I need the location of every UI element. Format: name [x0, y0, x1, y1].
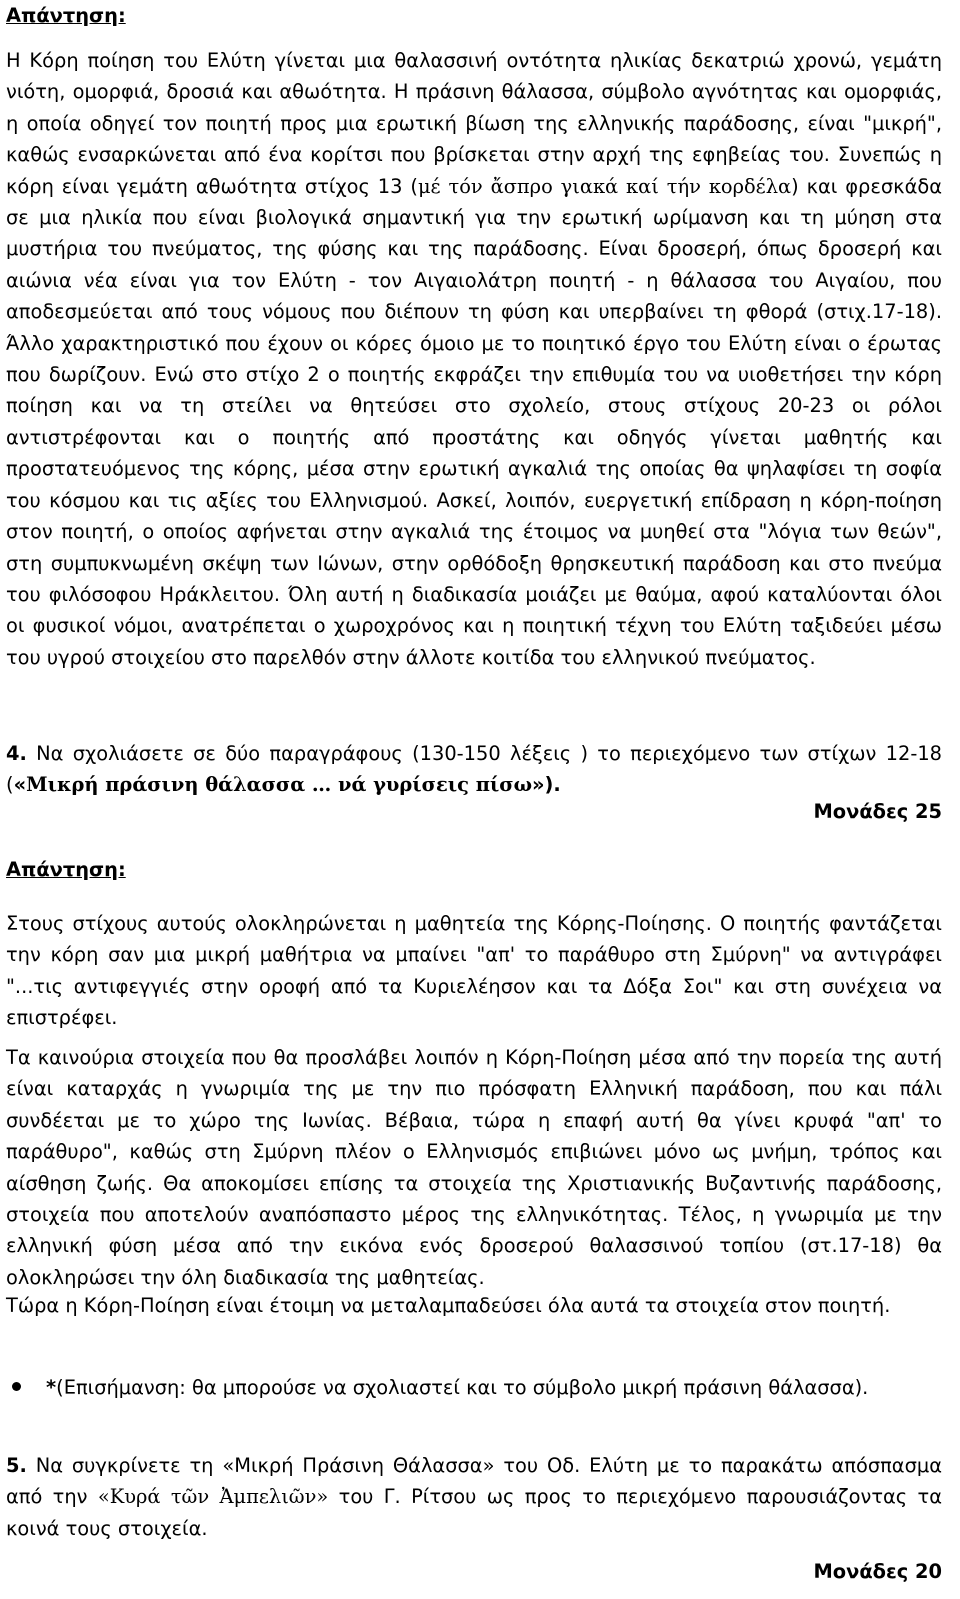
question-text: Να σχολιάσετε σε δύο παραγράφους (130-150 λέξεις ) το περιεχόμενο των στίχων 12-18 (	[6, 742, 942, 797]
answer-paragraph	[6, 45, 942, 673]
question-text: Να συγκρίνετε τη «Μικρή Πράσινη Θάλασσα» του Οδ. Ελύτη με το παρακάτω απόσπασμα από την	[6, 1454, 942, 1509]
answer-paragraph: Τα καινούρια στοιχεία που θα προσλάβει λοιπόν η Κόρη-Ποίηση μέσα από την πορεία της αυτή είναι καταρχάς η γνωριμία της με την πιο πρόσφατη Ελληνική παράδοση, που και πάλι συνδέεται με το χώρο της Ιωνίας. Βέβαια, τώρα η επαφή αυτή θα γίνει κρυφά "απ' το παράθυρο", καθώς στη Σμύρνη πλέον ο Ελληνισμός επιβιώνει μόνο ως μνήμη, τρόπος και αίσθηση ζωής. Θα αποκομίσει επίσης τα στοιχεία της Χριστιανικής Βυζαντινής παράδοσης, στοιχεία που αποτελούν αναπόσπαστο μέρος της ελληνικότητας. Τέλος, η γνωριμία με την ελληνική φύση μέσα από την εικόνα ενός δροσερού θαλασσινού τοπίου (στ.17-18) θα ολοκληρώσει την όλη διαδικασία της μαθητείας.	[6, 1046, 942, 1289]
answer-paragraph: Στους στίχους αυτούς ολοκληρώνεται η μαθητεία της Κόρης-Ποίησης. Ο ποιητής φαντάζεται την κόρη σαν μια μικρή μαθήτρια να μπαίνει "απ' το παράθυρο στη Σμύρνη" να αντιγράφει "...τις αντιφεγγιές στην οροφή από τα Κυριελέησον και τα Δόξα Σοι" και στη συνέχεια να επιστρέφει.	[6, 912, 942, 1030]
quote-open: «	[13, 773, 27, 797]
note-bullet	[6, 1372, 942, 1403]
poem-title: «Κυρά τῶν Ἀμπελιῶν»	[97, 1485, 329, 1509]
poem-quote: μέ τόν ἄσπρο γιακά καί τήν κορδέλα	[417, 174, 792, 198]
points-label: Μονάδες 25	[813, 800, 942, 823]
question-4	[6, 738, 942, 801]
question-5	[6, 1450, 942, 1544]
note-text: (Επισήμανση: θα μπορούσε να σχολιαστεί και το σύμβολο μικρή πράσινη θάλασσα).	[56, 1376, 869, 1399]
answer-paragraph: Τώρα η Κόρη-Ποίηση είναι έτοιμη να μεταλαμπαδεύσει όλα αυτά τα στοιχεία στον ποιητή.	[6, 1294, 891, 1317]
quote-close: »).	[532, 773, 561, 797]
note-star: *	[46, 1376, 57, 1399]
answer-heading: Απάντηση:	[6, 4, 126, 27]
question-text: του Γ. Ρίτσου ως προς το περιεχόμενο παρουσιάζοντας τα κοινά τους στοιχεία.	[6, 1485, 943, 1540]
question-number: 5.	[6, 1454, 27, 1477]
bullet-icon	[12, 1382, 21, 1391]
paragraph-text: Η Κόρη ποίηση του Ελύτη γίνεται μια θαλασσινή οντότητα ηλικίας δεκατριώ χρονώ, γεμάτη νιότη, ομορφιά, δροσιά και αθωότητα. Η πράσινη θάλασσα, σύμβολο αγνότητας και ομορφιάς, η οποία οδηγεί τον ποιητή προς μια ερωτική βίωση της ελληνικής παράδοσης, είναι "μικρή", καθώς ενσαρκώνεται από ένα κορίτσι που βρίσκεται στην αρχή της εφηβείας του. Συνεπώς η κόρη είναι γεμάτη αθωότητα στίχος 13 (	[6, 49, 942, 198]
question-number: 4.	[6, 742, 27, 765]
points-label: Μονάδες 20	[813, 1560, 942, 1583]
poem-quote: Μικρή πράσινη θάλασσα … νά γυρίσεις πίσω	[26, 773, 533, 797]
answer-heading: Απάντηση:	[6, 858, 126, 881]
note-text-wrap	[46, 1372, 942, 1403]
paragraph-text: ) και φρεσκάδα σε μια ηλικία που είναι βιολογικά σημαντική για την ερωτική ωρίμανση και τη μύηση στα μυστήρια του πνεύματος, της φύσης και της παράδοσης. Είναι δροσερή, όπως δροσερή και αιώνια νέα είναι για τον Ελύτη - τον Αιγαιολάτρη ποιητή - η θάλασσα του Αιγαίου, που αποδεσμεύεται από τους νόμους που διέπουν τη φύση και υπερβαίνει τη φθορά (στιχ.17-18). Άλλο χαρακτηριστικό που έχουν οι κόρες όμοιο με το ποιητικό έργο του Ελύτη είναι ο έρωτας που δωρίζουν. Ενώ στο στίχο 2 ο ποιητής εκφράζει την επιθυμία του να υιοθετήσει την κόρη ποίηση και να τη στείλει να θητεύσει στο σχολείο, στους στίχους 20-23 οι ρόλοι αντιστρέφονται και ο ποιητής από προστάτης και οδηγός γίνεται μαθητής και προστατευόμενος της κόρης, μέσα στην ερωτική αγκαλιά της οποίας θα ψηλαφίσει τη σοφία του κόσμου και τις αξίες του Ελληνισμού. Ασκεί, λοιπόν, ευεργετική επίδραση η κόρη-ποίηση στον ποιητή, ο οποίος αφήνεται στην αγκαλιά της έτοιμος να μυηθεί στα "λόγια των θεών", στη συμπυκνωμένη σκέψη των Ιώνων, στην ορθόδοξη θρησκευτική παράδοση και στο πνεύμα του φιλόσοφου Ηράκλειτου. Όλη αυτή η διαδικασία μοιάζει με θαύμα, αφού καταλύονται όλοι οι φυσικοί νόμοι, ανατρέπεται ο χωροχρόνος και η ποιητική τέχνη του Ελύτη ταξιδεύει μέσω του υγρού στοιχείου στο παρελθόν στην άλλοτε κοιτίδα του ελληνικού πνεύματος.	[6, 174, 942, 669]
